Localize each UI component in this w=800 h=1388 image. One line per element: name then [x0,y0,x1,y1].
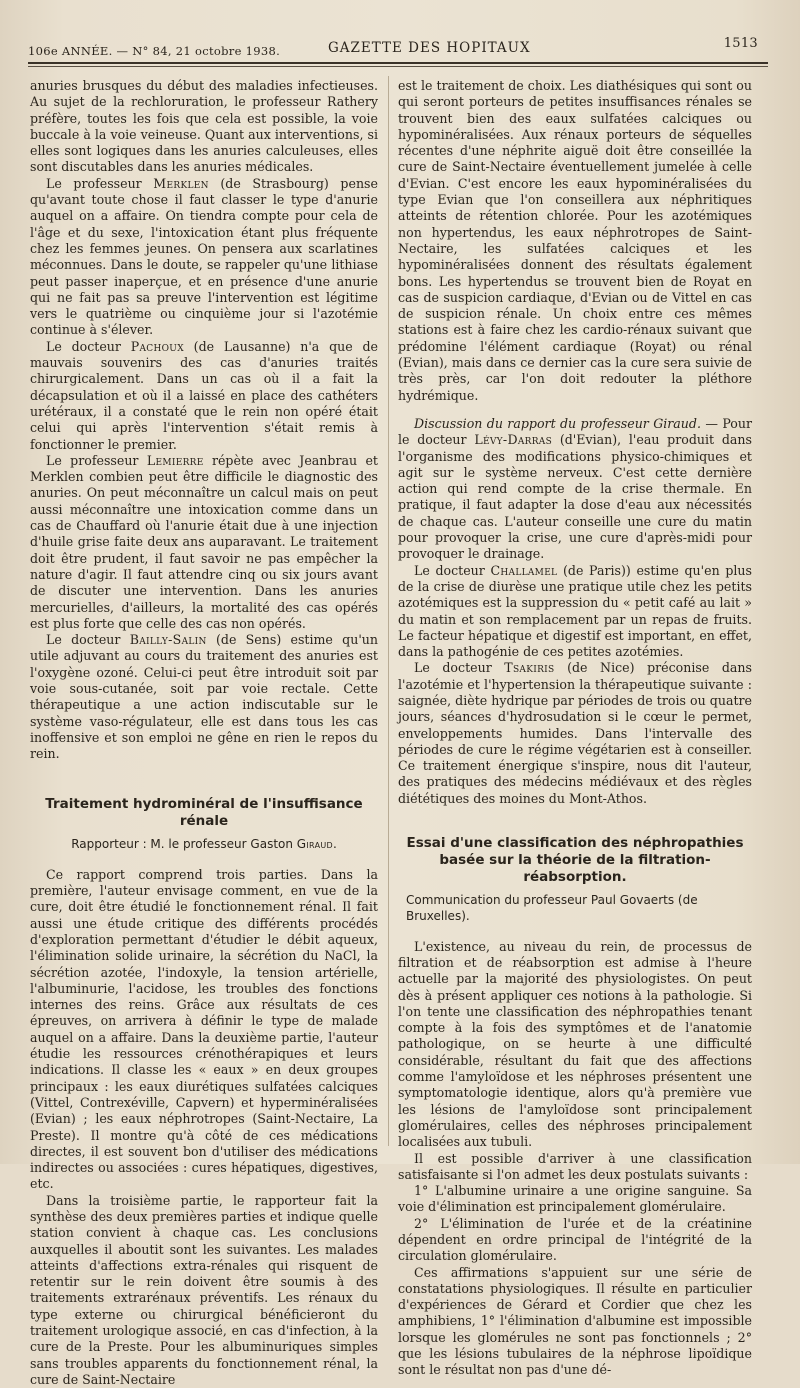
paragraph: Ces affirmations s'appuient sur une série de constatations physiologiques. Il résulte en particulier d'expériences de Gérard et Cordier que chez les amphibiens, 1° l'élimination d'albumine est impossible lorsque les glomérules ne sont pas fonctionnels ; 2° que les lésions tubulaires de la néphrose lipoïdique sont le résultat non pas d'une dé- [398,1264,752,1378]
paragraph: Discussion du rapport du professeur Giraud. — Pour le docteur Lévy-Darras (d'Evian), l'eau produit dans l'organisme des modifications physico-chimiques et agit sur le système nerveux. C'est cette dernière action qui rend compte de la crise thermale. En pratique, il faut adapter la dose d'eau aux nécessités de chaque cas. L'auteur conseille une cure du matin pour provoquer la crise, une cure d'après-midi pour provoquer le drainage. [398,415,753,562]
paragraph: Le docteur Challamel (de Paris)) estime qu'en plus de la crise de diurèse une pratique utile chez les petits azotémiques est la suppression du « petit café au lait » du matin et son remplacement par un repas de fruits. Le facteur hépatique et digestif est important, en effet, dans la pathogénie de ces petites azotémies. [398,562,752,660]
paragraph: est le traitement de choix. Les diathésiques qui sont ou qui seront porteurs de petites insuffisances rénales se trouvent bien des eaux sulfatées calciques ou hypominéralisées. Aux rénaux porteurs de séquelles récentes d'une néphrite aiguë doit être conseillée la cure de Saint-Nectaire éventuellement jumelée à celle d'Evian. C'est encore les eaux hypominéralisées du type Evian que l'on conseillera aux néphritiques atteints de rétention chlorée. Pour les azotémiques non hypertendus, les eaux néphrotropes de Saint-Nectaire, les sulfatées calciques et les hypominéralisées donnent des résultats également bons. Les hypertendus se trouvent bien de Royat en cas de suspicion cardiaque, d'Evian ou de Vittel en cas de suspicion rénale. Un choix entre ces mêmes stations est à faire chez les cardio-rénaux suivant que prédomine l'élément cardiaque (Royat) ou rénal (Evian), mais dans ce dernier cas la cure sera suivie de très près, car l'on doit redouter la pléthore hydrémique. [398,78,752,403]
paragraph: Dans la troisième partie, le rapporteur fait la synthèse des deux premières parties et indique quelle station convient à chaque cas. Les conclusions auxquelles il aboutit sont les suivantes. Les malades atteints d'affections extra-rénales qui risquent de retentir sur le rein doivent être soumis à des traitements extrarénaux préventifs. Les rénaux du type externe ou chirurgical bénéficieront du traitement urologique associé, en cas d'infection, à la cure de la Preste. Pour les albuminuriques simples sans troubles apparents du fonctionnement rénal, la cure de Saint-Nectaire [30,1192,378,1387]
paragraph: Le docteur Tsakiris (de Nice) préconise dans l'azotémie et l'hypertension la thérapeutique suivante : saignée, diète hydrique par périodes de trois ou quatre jours, séances d'hydrosudation si le cœur le permet, enveloppements humides. Dans l'intervalle des périodes de cure le régime végétarien est à conseiller. Ce traitement énergique s'inspire, nous dit l'auteur, des pratiques des médecins médiévaux et des règles diététiques des moines du Mont-Athos. [398,660,752,806]
section-heading: Essai d'une classification des néphropathies basée sur la théorie de la filtration-réabsorption. [406,835,744,886]
author-name: Pachoux [130,338,184,354]
author-name: Tsakiris [504,660,555,676]
paragraph: Le docteur Pachoux (de Lausanne) n'a que de mauvais souvenirs des cas d'anuries traités chirurgicalement. Dans un cas où il a fait la décapsulation et où il a laissé en place des cathéters urétéraux, il a constaté que le rein non opéré était celui qui après l'intervention s'était remis à fonctionner le premier. [30,338,378,452]
issue-line: 106e ANNÉE. — N° 84, 21 octobre 1938. [28,44,281,58]
header-rule-thin [28,66,768,67]
paragraph: Ce rapport comprend trois parties. Dans la première, l'auteur envisage comment, en vue de la cure, doit être étudié le fonctionnement rénal. Il fait aussi une étude critique des différents procédés d'exploration permettant d'étudier le débit aqueux, l'élimination solide urinaire, la sécrétion du NaCl, la sécrétion azotée, l'indoxyle, la tension artérielle, l'albuminurie, l'acidose, les troubles des fonctions internes des reins. Grâce aux résultats de ces épreuves, on arrivera à définir le type de malade auquel on a affaire. Dans la deuxième partie, l'auteur étudie les ressources crénothérapiques et leurs indications. Il classe les « eaux » en deux groupes principaux : les eaux diurétiques sulfatées calciques (Vittel, Contrexéville, Capvern) et hyperminéralisées (Evian) ; les eaux néphrotropes (Saint-Nectaire, La Preste). Il montre qu'à côté de ces médications directes, il est souvent bon d'utiliser des médications indirectes ou associées : cures hépatiques, digestives, etc. [30,866,378,1192]
header-rule [28,62,768,64]
paragraph: Le professeur Merklen (de Strasbourg) pense qu'avant toute chose il faut classer le type d'anurie auquel on a affaire. On tiendra compte pour cela de l'âge et du sexe, l'intoxication étant plus fréquente chez les femmes jeunes. On pensera aux scarlatines méconnues. Dans le doute, se rappeler qu'une lithiase peut passer inaperçue, et en présence d'une anurie qui ne fait pas sa preuve l'intervention est légitime vers le quatrième ou cinquième jour si l'azotémie continue à s'élever. [30,175,378,338]
paragraph: Le professeur Lemierre répète avec Jeanbrau et Merklen combien peut être difficile le diagnostic des anuries. On peut méconnaître un calcul mais on peut aussi méconnaître une intoxication comme dans un cas de Chauffard où l'anurie était due à une injection d'huile grise faite deux ans auparavant. Le traitement doit être prudent, il faut savoir ne pas empêcher la nature d'agir. Il faut attendre cinq ou six jours avant de discuter une intervention. Dans les anuries mercurielles, d'ailleurs, la mortalité des cas opérés est plus forte que celle des cas non opérés. [30,452,378,631]
paragraph: Il est possible d'arriver à une classification satisfaisante si l'on admet les deux postulats suivants : [398,1150,752,1182]
section-rapporteur: Rapporteur : M. le professeur Gaston Giraud. [71,837,337,852]
paragraph: Le docteur Bailly-Salin (de Sens) estime qu'un utile adjuvant au cours du traitement des anuries est l'oxygène ozoné. Celui-ci peut être introduit soit par voie sous-cutanée, soit par voie rectale. Cette thérapeutique a une action indiscutable sur le système vaso-régulateur, elle est dans tous les cas inoffensive et son emploi ne gêne en rien le repos du rein. [30,632,379,762]
page-number: 1513 [723,36,758,51]
author-name: Challamel [490,562,558,578]
author-name: Merklen [153,175,209,191]
journal-title: GAZETTE DES HOPITAUX [328,40,531,56]
author-name: Lévy-Darras [474,432,553,448]
paragraph: anuries brusques du début des maladies infectieuses. Au sujet de la rechloruration, le professeur Rathery préfère, toutes les fois que cela est possible, la voie buccale à la voie veineuse. Quant aux interventions, si elles sont logiques dans les anuries calculeuses, elles sont discutables dans les anuries médicales. [30,78,378,175]
paragraph: 1° L'albumine urinaire a une origine sanguine. Sa voie d'élimination est principalement glomérulaire. [398,1183,752,1215]
author-name: Bailly-Salin [129,632,207,648]
section-communication: Communication du professeur Paul Govaerts (de Bruxelles). [406,893,698,924]
section-heading: Traitement hydrominéral de l'insuffisance rénale [45,796,363,830]
right-column [398,78,752,1379]
paragraph: L'existence, au niveau du rein, de processus de filtration et de réabsorption est admise à l'heure actuelle par la majorité des physiologistes. On peut dès à présent appliquer ces notions à la pathologie. Si l'on tente une classification des néphropathies tenant compte à la fois des symptômes et de l'anatomie pathologique, on se heurte à une difficulté considérable, résultant du fait que des affections comme l'amyloïdose et les néphroses présentent une symptomatologie identique, alors qu'à première vue les lésions de l'amyloïdose sont principalement glomérulaires, celles des néphroses principalement localisées aux tubuli. [398,938,752,1150]
discussion-title: Discussion du rapport du professeur Giraud. [414,415,701,431]
author-name: Lemierre [146,452,204,468]
column-divider [388,76,389,1146]
paragraph: 2° L'élimination de l'urée et de la créatinine dépendent en ordre principal de l'intégrité de la circulation glomérulaire. [398,1215,752,1264]
spacer [398,404,752,416]
running-header [28,36,764,62]
left-column [30,78,378,1388]
